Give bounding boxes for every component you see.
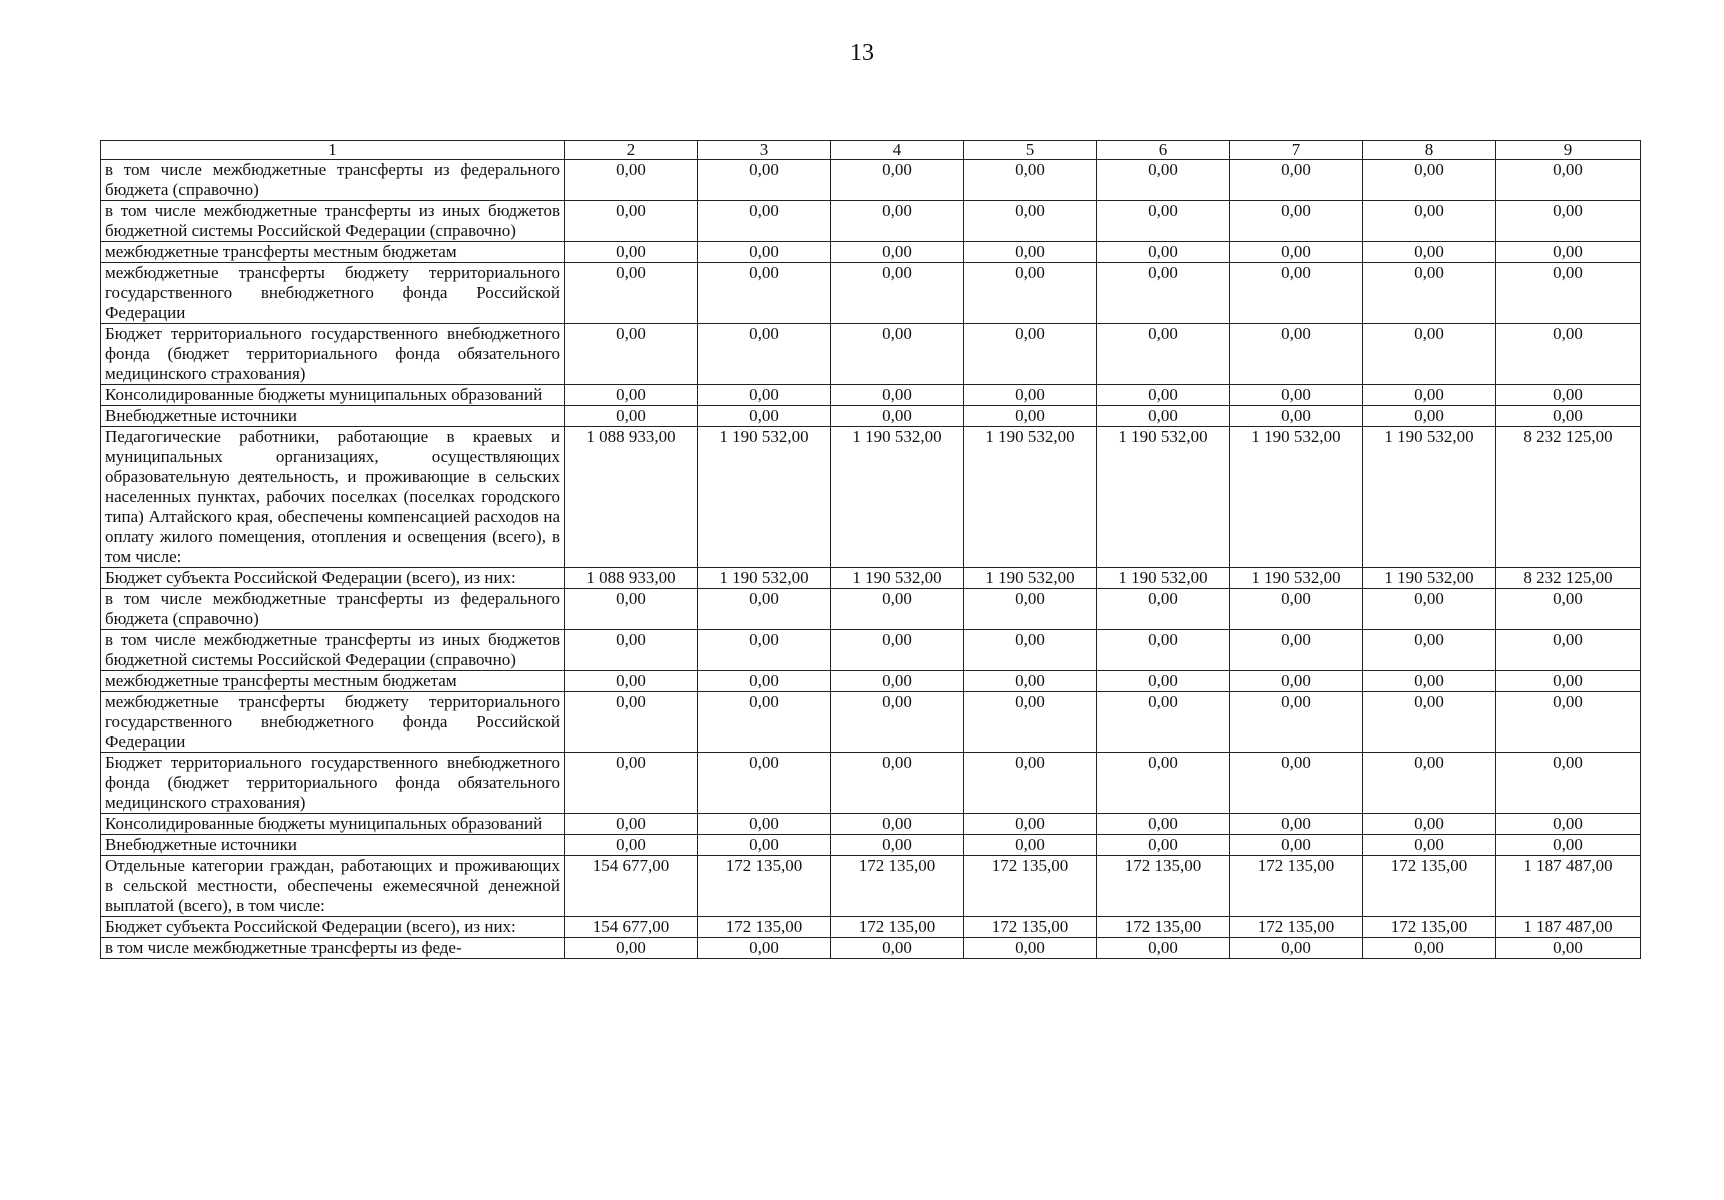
- value-cell: 1 187 487,00: [1496, 856, 1641, 917]
- table-row: [101, 263, 1641, 324]
- value-cell: 1 088 933,00: [565, 427, 698, 568]
- value-cell: 0,00: [1230, 242, 1363, 263]
- row-label: в том числе межбюджетные трансферты из федерального бюджета (справочно): [101, 160, 565, 201]
- value-cell: 0,00: [831, 938, 964, 959]
- row-label: Консолидированные бюджеты муниципальных образований: [101, 814, 565, 835]
- row-label: в том числе межбюджетные трансферты из федерального бюджета (справочно): [101, 589, 565, 630]
- value-cell: 0,00: [1097, 835, 1230, 856]
- value-cell: 172 135,00: [1230, 856, 1363, 917]
- row-label: Бюджет субъекта Российской Федерации (всего), из них:: [101, 917, 565, 938]
- value-cell: 0,00: [1363, 814, 1496, 835]
- value-cell: 1 190 532,00: [1097, 427, 1230, 568]
- table-row: [101, 692, 1641, 753]
- value-cell: 0,00: [1097, 406, 1230, 427]
- column-header: 4: [831, 141, 964, 160]
- value-cell: 0,00: [1097, 242, 1230, 263]
- value-cell: 0,00: [698, 938, 831, 959]
- column-header: 8: [1363, 141, 1496, 160]
- column-header: 6: [1097, 141, 1230, 160]
- value-cell: 0,00: [1230, 692, 1363, 753]
- value-cell: 0,00: [964, 938, 1097, 959]
- value-cell: 0,00: [698, 406, 831, 427]
- value-cell: 0,00: [565, 589, 698, 630]
- value-cell: 172 135,00: [831, 856, 964, 917]
- value-cell: 0,00: [1097, 385, 1230, 406]
- row-label: межбюджетные трансферты местным бюджетам: [101, 242, 565, 263]
- table-body: [101, 160, 1641, 959]
- value-cell: 0,00: [1097, 324, 1230, 385]
- value-cell: 172 135,00: [698, 856, 831, 917]
- value-cell: 0,00: [1496, 938, 1641, 959]
- value-cell: 172 135,00: [964, 917, 1097, 938]
- value-cell: 0,00: [1496, 814, 1641, 835]
- value-cell: 0,00: [831, 692, 964, 753]
- value-cell: 0,00: [1230, 835, 1363, 856]
- value-cell: 0,00: [698, 630, 831, 671]
- value-cell: 0,00: [831, 324, 964, 385]
- header-row: [101, 141, 1641, 160]
- table-row: [101, 814, 1641, 835]
- value-cell: 0,00: [1496, 160, 1641, 201]
- value-cell: 0,00: [1496, 835, 1641, 856]
- budget-table: [100, 140, 1641, 959]
- value-cell: 0,00: [831, 160, 964, 201]
- value-cell: 172 135,00: [1097, 917, 1230, 938]
- value-cell: 0,00: [1230, 753, 1363, 814]
- value-cell: 1 190 532,00: [698, 427, 831, 568]
- value-cell: 172 135,00: [1230, 917, 1363, 938]
- value-cell: 0,00: [1230, 938, 1363, 959]
- row-label: Педагогические работники, работающие в краевых и муниципальных организациях, осуществляющих образовательную деятельность, и проживающие в сельских населенных пунктах, рабочих поселках (поселках городского типа) Алтайского края, обеспечены компенсацией расходов на оплату жилого помещения, отопления и освещения (всего), в том числе:: [101, 427, 565, 568]
- value-cell: 1 190 532,00: [831, 427, 964, 568]
- value-cell: 0,00: [831, 835, 964, 856]
- value-cell: 0,00: [1363, 589, 1496, 630]
- value-cell: 0,00: [1496, 692, 1641, 753]
- value-cell: 0,00: [698, 835, 831, 856]
- value-cell: 0,00: [964, 406, 1097, 427]
- value-cell: 1 190 532,00: [1230, 568, 1363, 589]
- table-row: [101, 917, 1641, 938]
- table-row: [101, 427, 1641, 568]
- value-cell: 0,00: [1363, 385, 1496, 406]
- value-cell: 0,00: [964, 753, 1097, 814]
- row-label: Бюджет территориального государственного внебюджетного фонда (бюджет территориального фонда обязательного медицинского страхования): [101, 324, 565, 385]
- value-cell: 1 190 532,00: [1363, 427, 1496, 568]
- table-row: [101, 406, 1641, 427]
- value-cell: 0,00: [831, 671, 964, 692]
- value-cell: 0,00: [964, 324, 1097, 385]
- row-label: в том числе межбюджетные трансферты из иных бюджетов бюджетной системы Российской Федерации (справочно): [101, 201, 565, 242]
- value-cell: 0,00: [1496, 753, 1641, 814]
- value-cell: 0,00: [1097, 938, 1230, 959]
- value-cell: 0,00: [1230, 263, 1363, 324]
- table-row: [101, 938, 1641, 959]
- value-cell: 0,00: [1230, 406, 1363, 427]
- column-header: 9: [1496, 141, 1641, 160]
- value-cell: 0,00: [964, 385, 1097, 406]
- column-header: 7: [1230, 141, 1363, 160]
- table-row: [101, 242, 1641, 263]
- value-cell: 0,00: [698, 160, 831, 201]
- value-cell: 0,00: [698, 671, 831, 692]
- value-cell: 0,00: [964, 263, 1097, 324]
- value-cell: 0,00: [1097, 263, 1230, 324]
- row-label: в том числе межбюджетные трансферты из феде-: [101, 938, 565, 959]
- value-cell: 0,00: [964, 242, 1097, 263]
- value-cell: 1 190 532,00: [964, 427, 1097, 568]
- row-label: Внебюджетные источники: [101, 406, 565, 427]
- value-cell: 1 190 532,00: [1363, 568, 1496, 589]
- value-cell: 0,00: [698, 589, 831, 630]
- value-cell: 0,00: [831, 263, 964, 324]
- table-row: [101, 589, 1641, 630]
- value-cell: 0,00: [1363, 671, 1496, 692]
- table-row: [101, 671, 1641, 692]
- value-cell: 0,00: [698, 263, 831, 324]
- table-row: [101, 630, 1641, 671]
- value-cell: 0,00: [1230, 814, 1363, 835]
- value-cell: 0,00: [698, 814, 831, 835]
- value-cell: 0,00: [1363, 630, 1496, 671]
- value-cell: 0,00: [831, 630, 964, 671]
- value-cell: 172 135,00: [1363, 856, 1496, 917]
- table-row: [101, 856, 1641, 917]
- value-cell: 0,00: [565, 160, 698, 201]
- value-cell: 0,00: [1496, 324, 1641, 385]
- table-row: [101, 385, 1641, 406]
- value-cell: 0,00: [1363, 242, 1496, 263]
- value-cell: 0,00: [964, 589, 1097, 630]
- value-cell: 172 135,00: [1363, 917, 1496, 938]
- value-cell: 0,00: [1363, 753, 1496, 814]
- value-cell: 0,00: [1496, 406, 1641, 427]
- value-cell: 0,00: [565, 630, 698, 671]
- value-cell: 8 232 125,00: [1496, 568, 1641, 589]
- value-cell: 0,00: [565, 385, 698, 406]
- value-cell: 0,00: [698, 753, 831, 814]
- table-row: [101, 160, 1641, 201]
- value-cell: 0,00: [964, 835, 1097, 856]
- value-cell: 0,00: [698, 324, 831, 385]
- value-cell: 172 135,00: [698, 917, 831, 938]
- value-cell: 0,00: [565, 753, 698, 814]
- value-cell: 0,00: [565, 938, 698, 959]
- column-header: 5: [964, 141, 1097, 160]
- value-cell: 0,00: [1230, 160, 1363, 201]
- value-cell: 0,00: [698, 242, 831, 263]
- value-cell: 0,00: [1363, 692, 1496, 753]
- value-cell: 0,00: [698, 692, 831, 753]
- value-cell: 0,00: [1230, 201, 1363, 242]
- value-cell: 0,00: [1496, 589, 1641, 630]
- row-label: Внебюджетные источники: [101, 835, 565, 856]
- value-cell: 0,00: [831, 406, 964, 427]
- row-label: Консолидированные бюджеты муниципальных образований: [101, 385, 565, 406]
- value-cell: 0,00: [1097, 671, 1230, 692]
- value-cell: 0,00: [1363, 324, 1496, 385]
- value-cell: 1 190 532,00: [964, 568, 1097, 589]
- column-header: 1: [101, 141, 565, 160]
- value-cell: 0,00: [565, 406, 698, 427]
- value-cell: 0,00: [1363, 201, 1496, 242]
- value-cell: 0,00: [964, 201, 1097, 242]
- value-cell: 0,00: [831, 201, 964, 242]
- value-cell: 0,00: [1230, 671, 1363, 692]
- row-label: Бюджет территориального государственного внебюджетного фонда (бюджет территориального фонда обязательного медицинского страхования): [101, 753, 565, 814]
- row-label: в том числе межбюджетные трансферты из иных бюджетов бюджетной системы Российской Федерации (справочно): [101, 630, 565, 671]
- value-cell: 0,00: [565, 242, 698, 263]
- value-cell: 0,00: [565, 201, 698, 242]
- value-cell: 0,00: [1363, 160, 1496, 201]
- row-label: межбюджетные трансферты местным бюджетам: [101, 671, 565, 692]
- column-header: 3: [698, 141, 831, 160]
- value-cell: 0,00: [1496, 263, 1641, 324]
- value-cell: 0,00: [1230, 385, 1363, 406]
- value-cell: 1 190 532,00: [1230, 427, 1363, 568]
- value-cell: 1 190 532,00: [698, 568, 831, 589]
- value-cell: 0,00: [831, 753, 964, 814]
- value-cell: 1 190 532,00: [831, 568, 964, 589]
- value-cell: 0,00: [1097, 160, 1230, 201]
- value-cell: 0,00: [565, 692, 698, 753]
- value-cell: 0,00: [1363, 938, 1496, 959]
- value-cell: 0,00: [964, 814, 1097, 835]
- value-cell: 0,00: [1363, 406, 1496, 427]
- value-cell: 0,00: [565, 835, 698, 856]
- value-cell: 172 135,00: [831, 917, 964, 938]
- value-cell: 0,00: [565, 324, 698, 385]
- value-cell: 0,00: [831, 385, 964, 406]
- value-cell: 0,00: [565, 814, 698, 835]
- value-cell: 0,00: [1097, 753, 1230, 814]
- value-cell: 0,00: [698, 201, 831, 242]
- value-cell: 0,00: [831, 242, 964, 263]
- value-cell: 0,00: [698, 385, 831, 406]
- value-cell: 0,00: [1363, 835, 1496, 856]
- value-cell: 0,00: [1097, 201, 1230, 242]
- value-cell: 0,00: [1230, 589, 1363, 630]
- value-cell: 0,00: [964, 671, 1097, 692]
- value-cell: 0,00: [1097, 814, 1230, 835]
- column-header: 2: [565, 141, 698, 160]
- row-label: межбюджетные трансферты бюджету территориального государственного внебюджетного фонда Российской Федерации: [101, 263, 565, 324]
- value-cell: 154 677,00: [565, 917, 698, 938]
- value-cell: 0,00: [1230, 630, 1363, 671]
- row-label: Бюджет субъекта Российской Федерации (всего), из них:: [101, 568, 565, 589]
- value-cell: 0,00: [1496, 385, 1641, 406]
- value-cell: 0,00: [1097, 589, 1230, 630]
- table-row: [101, 835, 1641, 856]
- value-cell: 0,00: [964, 692, 1097, 753]
- value-cell: 0,00: [831, 589, 964, 630]
- value-cell: 0,00: [1496, 630, 1641, 671]
- value-cell: 172 135,00: [964, 856, 1097, 917]
- value-cell: 0,00: [1496, 201, 1641, 242]
- table-row: [101, 324, 1641, 385]
- value-cell: 0,00: [1496, 242, 1641, 263]
- page-number: 13: [850, 40, 874, 66]
- row-label: Отдельные категории граждан, работающих и проживающих в сельской местности, обеспечены ежемесячной денежной выплатой (всего), в том числе:: [101, 856, 565, 917]
- value-cell: 0,00: [831, 814, 964, 835]
- value-cell: 0,00: [565, 263, 698, 324]
- table-row: [101, 201, 1641, 242]
- value-cell: 8 232 125,00: [1496, 427, 1641, 568]
- table-row: [101, 568, 1641, 589]
- value-cell: 0,00: [1496, 671, 1641, 692]
- value-cell: 172 135,00: [1097, 856, 1230, 917]
- value-cell: 0,00: [565, 671, 698, 692]
- value-cell: 0,00: [1097, 630, 1230, 671]
- value-cell: 0,00: [1230, 324, 1363, 385]
- row-label: межбюджетные трансферты бюджету территориального государственного внебюджетного фонда Российской Федерации: [101, 692, 565, 753]
- value-cell: 1 088 933,00: [565, 568, 698, 589]
- value-cell: 0,00: [964, 630, 1097, 671]
- table-row: [101, 753, 1641, 814]
- value-cell: 0,00: [1363, 263, 1496, 324]
- value-cell: 1 187 487,00: [1496, 917, 1641, 938]
- value-cell: 154 677,00: [565, 856, 698, 917]
- value-cell: 0,00: [1097, 692, 1230, 753]
- value-cell: 0,00: [964, 160, 1097, 201]
- value-cell: 1 190 532,00: [1097, 568, 1230, 589]
